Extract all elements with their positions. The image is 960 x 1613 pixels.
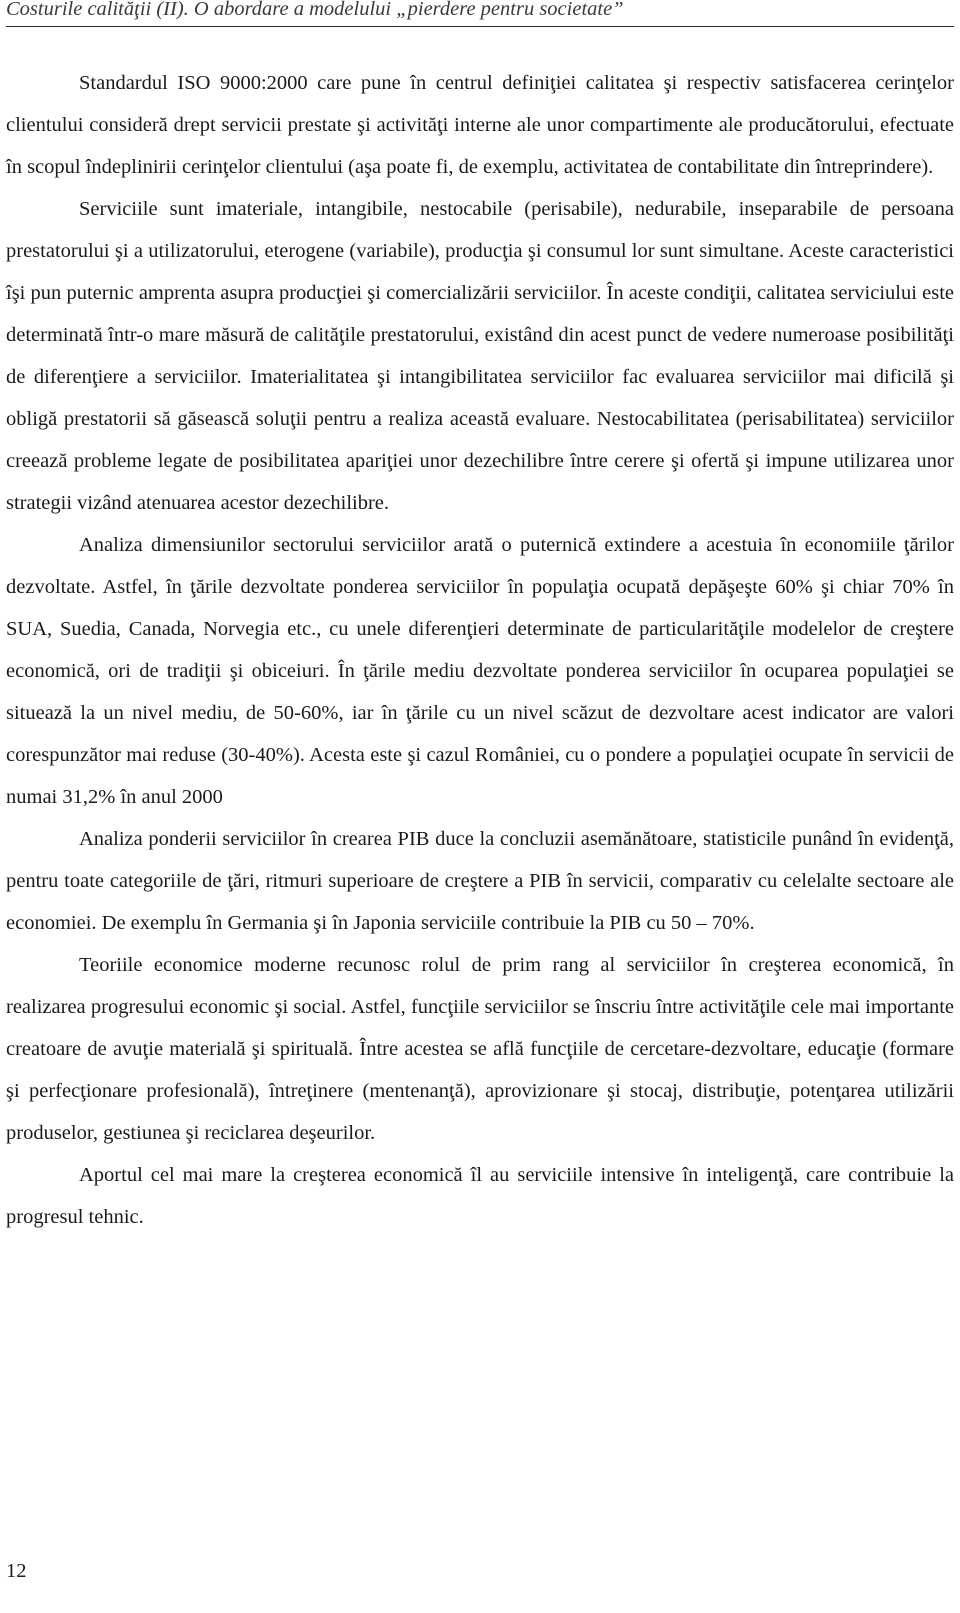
document-body — [6, 62, 954, 1238]
header-title: Costurile calităţii (II). O abordare a modelului „pierdere pentru societate” — [6, 0, 624, 20]
paragraph-intelligence-services: Aportul cel mai mare la creşterea economică îl au serviciile intensive în inteligenţă, care contribuie la progresul tehnic. — [6, 1164, 954, 1228]
running-header — [6, 0, 954, 27]
paragraph-service-characteristics: Serviciile sunt imateriale, intangibile, nestocabile (perisabile), nedurabile, inseparabile de persoana prestatorului şi a utilizatorului, eterogene (variabile), producţia şi consumul lor sunt simultane. Aceste caracteristici îşi pun puternic amprenta asupra producţiei şi comercializării serviciilor. În aceste condiţii, calitatea serviciului este determinată într-o mare măsură de calităţile prestatorului, existând din acest punct de vedere numeroase posibilităţi de diferenţiere a serviciilor. Imaterialitatea şi intangibilitatea serviciilor fac evaluarea serviciilor mai dificilă şi obligă prestatorii să găsească soluţii pentru a realiza această evaluare. Nestocabilitatea (perisabilitatea) serviciilor creează probleme legate de posibilitatea apariţiei unor dezechilibre între cerere şi ofertă şi impune utilizarea unor strategii vizând atenuarea acestor dezechilibre. — [6, 198, 954, 514]
paragraph-sector-dimensions: Analiza dimensiunilor sectorului serviciilor arată o puternică extindere a acestuia în economiile ţărilor dezvoltate. Astfel, în ţările dezvoltate ponderea serviciilor în populaţia ocupată depăşeşte 60% şi chiar 70% în SUA, Suedia, Canada, Norvegia etc., cu unele diferenţieri determinate de particularităţile modelelor de creştere economică, ori de tradiţii şi obiceiuri. În ţările mediu dezvoltate ponderea serviciilor în ocuparea populaţiei se situează la un nivel mediu, de 50-60%, iar în ţările cu un nivel scăzut de dezvoltare acest indicator are valori corespunzător mai reduse (30-40%). Acesta este şi cazul României, cu o pondere a populaţiei ocupate în servicii de numai 31,2% în anul 2000 — [6, 534, 954, 808]
paragraph-iso-standard: Standardul ISO 9000:2000 care pune în centrul definiţiei calitatea şi respectiv satisfacerea cerinţelor clientului consideră drept servicii prestate şi activităţi interne ale unor compartimente ale producătorului, efectuate în scopul îndeplinirii cerinţelor clientului (aşa poate fi, de exemplu, activitatea de contabilitate din întreprindere). — [6, 72, 954, 178]
paragraph-economic-theories: Teoriile economice moderne recunosc rolul de prim rang al serviciilor în creşterea economică, în realizarea progresului economic şi social. Astfel, funcţiile serviciilor se înscriu între activităţile cele mai importante creatoare de avuţie materială şi spirituală. Între acestea se află funcţiile de cercetare-dezvoltare, educaţie (formare şi perfecţionare profesională), întreţinere (mentenanţă), aprovizionare şi stocaj, distribuţie, potenţarea utilizării produselor, gestiunea şi reciclarea deşeurilor. — [6, 954, 954, 1144]
page-number: 12 — [6, 1560, 27, 1582]
paragraph-gdp-share: Analiza ponderii serviciilor în crearea PIB duce la concluzii asemănătoare, statisticile punând în evidenţă, pentru toate categoriile de ţări, ritmuri superioare de creştere a PIB în servicii, comparativ cu celelalte sectoare ale economiei. De exemplu în Germania şi în Japonia serviciile contribuie la PIB cu 50 – 70%. — [6, 828, 954, 934]
